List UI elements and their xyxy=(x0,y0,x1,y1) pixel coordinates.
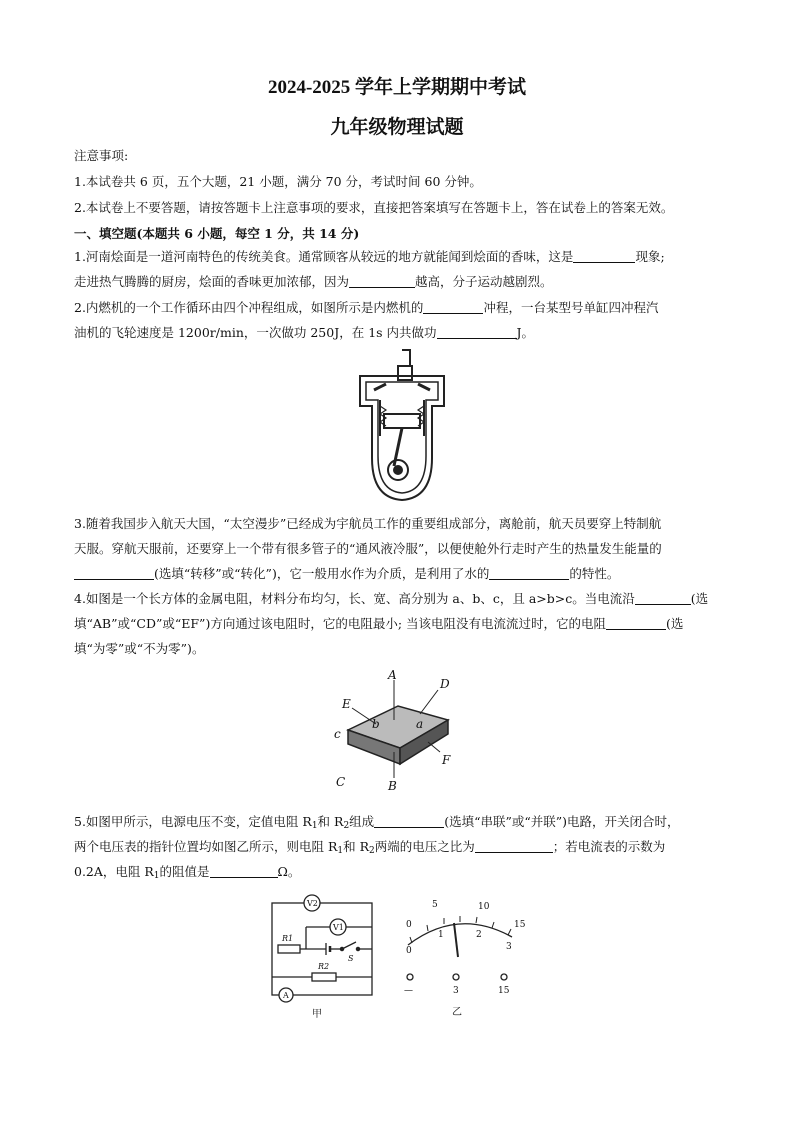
q2-line-2: 油机的飞轮速度是 1200r/min，一次做功 250J，在 1s 内共做功 J。 xyxy=(74,325,535,340)
terminal-minus xyxy=(407,974,413,980)
label-c-upper: C xyxy=(336,775,346,789)
section-heading: 一、填空题(本题共 6 小题，每空 1 分，共 14 分) xyxy=(74,226,360,241)
engine-figure xyxy=(352,348,452,508)
terminal-15 xyxy=(501,974,507,980)
q3-line-3: (选填“转移”或“转化”)，它一般用水作为介质，是利用了水的 的特性。 xyxy=(74,566,734,582)
answer-blank xyxy=(489,567,569,580)
label-f-upper: F xyxy=(442,753,451,767)
q4-line-3: 填“为零”或“不为零”)。 xyxy=(74,641,205,656)
answer-blank xyxy=(374,815,444,828)
cylinder-body xyxy=(360,376,444,500)
q5-line-1: 5.如图甲所示，电源电压不变，定值电阻 $R_1$和 $R_2$组成 (选填“串联”或“并联”)电路，开关闭合时， xyxy=(74,814,680,831)
label-a-upper: A xyxy=(388,668,397,682)
resistor-r2-symbol xyxy=(312,973,336,981)
answer-blank xyxy=(349,275,415,288)
label-c-lower: c xyxy=(334,727,341,741)
ammeter-label: A xyxy=(283,991,289,1000)
answer-blank xyxy=(437,326,517,339)
scale-top-10: 10 xyxy=(478,902,490,912)
r1-label: R1 xyxy=(282,934,294,943)
exam-subtitle: 九年级物理试题 xyxy=(330,116,464,138)
answer-blank xyxy=(423,301,483,314)
answer-blank xyxy=(210,865,278,878)
resistor-block-figure xyxy=(328,668,468,793)
circuit-figure xyxy=(266,893,386,1023)
scale-top-15: 15 xyxy=(514,920,526,930)
q4-line-1: 4.如图是一个长方体的金属电阻，材料分布均匀，长、宽、高分别为 a、b、c，且 a>b>c。当电流沿 (选 xyxy=(74,591,709,606)
meter-figure xyxy=(394,893,534,1023)
switch-symbol xyxy=(342,942,356,949)
terminal-label-15: 15 xyxy=(498,986,510,996)
circuit-caption: 甲 xyxy=(312,1009,322,1020)
label-d-upper: D xyxy=(440,677,450,691)
scale-inner-2: 2 xyxy=(476,930,482,940)
scale-top-5: 5 xyxy=(432,900,438,910)
v2-label: V2 xyxy=(307,899,318,908)
label-b-lower: b xyxy=(372,717,380,731)
q2-line-1: 2.内燃机的一个工作循环由四个冲程组成，如图所示是内燃机的 冲程，一台某型号单缸四冲程汽 xyxy=(74,300,659,315)
piston xyxy=(384,414,420,428)
q3-line-1: 3.随着我国步入航天大国，“太空漫步”已经成为宇航员工作的重要组成部分，离舱前，航天员要穿上特制航 xyxy=(74,516,662,531)
q1-line-2: 走进热气腾腾的厨房，烩面的香味更加浓郁，因为 越高，分子运动越剧烈。 xyxy=(74,274,553,289)
q5-line-2: 两个电压表的指针位置均如图乙所示，则电阻 $R_1$和 $R_2$两端的电压之比为 ；若电流表的示数为 xyxy=(74,839,666,856)
scale-inner-3: 3 xyxy=(506,942,512,952)
scale-inner-1: 1 xyxy=(438,930,444,940)
scale-inner-0: 0 xyxy=(406,946,412,956)
meter-scale-arc xyxy=(408,924,512,945)
label-b-upper: B xyxy=(388,779,397,793)
terminal-3 xyxy=(453,974,459,980)
meter-caption: 乙 xyxy=(452,1007,462,1018)
notice-heading: 注意事项: xyxy=(74,148,129,163)
meter-pointer xyxy=(454,923,458,957)
spark-plug xyxy=(398,366,412,380)
q5-line-3: 0.2A，电阻 $R_1$的阻值是 Ω。 xyxy=(74,864,301,881)
r2-label: R2 xyxy=(318,962,330,971)
label-e-upper: E xyxy=(342,697,351,711)
answer-blank xyxy=(74,567,154,580)
q4-line-2: 填“AB”或“CD”或“EF”)方向通过该电阻时，它的电阻最小; 当该电阻没有电流流过时，它的电阻 (选 xyxy=(74,616,684,631)
switch-label: S xyxy=(348,954,354,963)
terminal-label-3: 3 xyxy=(453,986,459,996)
notice-item-1: 1.本试卷共 6 页，五个大题，21 小题，满分 70 分，考试时间 60 分钟。 xyxy=(74,174,482,189)
answer-blank xyxy=(573,250,635,263)
terminal-label-minus: — xyxy=(404,986,413,996)
q3-line-2: 天服。穿航天服前，还要穿上一个带有很多管子的“通风液冷服”，以便使舱外行走时产生的热量发生能量的 xyxy=(74,541,662,556)
answer-blank xyxy=(635,592,691,605)
resistor-r1-symbol xyxy=(278,945,300,953)
exam-title: 2024-2025 学年上学期期中考试 xyxy=(267,77,527,98)
scale-top-zero: 0 xyxy=(406,920,412,930)
v1-label: V1 xyxy=(333,923,344,932)
q1-line-1: 1.河南烩面是一道河南特色的传统美食。通常顾客从较远的地方就能闻到烩面的香味，这是 现象; xyxy=(74,249,665,264)
answer-blank xyxy=(475,840,553,853)
answer-blank xyxy=(606,617,666,630)
label-a-lower: a xyxy=(416,717,424,731)
notice-item-2: 2.本试卷上不要答题，请按答题卡上注意事项的要求，直接把答案填写在答题卡上，答在试卷上的答案无效。 xyxy=(74,200,674,215)
